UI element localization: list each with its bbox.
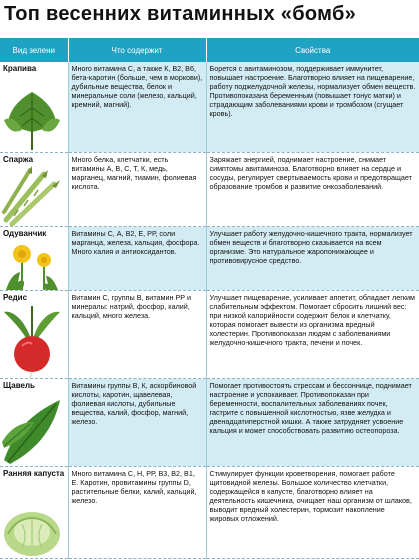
plant-name: Одуванчик — [3, 228, 47, 238]
properties-cell: Улучшает пищеварение, усиливает аппетит, обладает легким слабительным эффектом. Помогает сбросить лишний вес: при низкой калорийности содержит белок и клетчатку, которая помогает вывести из организма вредный холестерин. Противопоказан людям с заболеваниями желудочно-кишечного тракта, печени и почек. — [206, 290, 419, 378]
contains-cell: Витамины группы В, К, аскорбиновой кислоты, каротин, щавелевая, фолиевая кислоты, дубильные вещества, калий, фосфор, магний, железо. — [68, 378, 206, 466]
dandelion-icon — [0, 238, 68, 290]
plant-name: Редис — [3, 292, 28, 302]
plant-name: Ранняя капуста — [3, 468, 65, 478]
header-contains: Что содержит — [68, 38, 206, 62]
plant-cell — [0, 152, 68, 226]
plant-cell — [0, 290, 68, 378]
sorrel-leaf-icon — [0, 392, 68, 466]
asparagus-icon — [0, 166, 68, 226]
properties-cell: Улучшает работу желудочно-кишечного тракта, нормализует обмен веществ и благотворно сказывается на всем организме. Это натуральное жаропонижающее и противовирусное средство. — [206, 226, 419, 290]
contains-cell: Витамин С, группы В, витамин РР и минералы: натрий, фосфор, калий, кальций, много железа. — [68, 290, 206, 378]
plant-cell — [0, 226, 68, 290]
contains-cell: Много витамина С, Н, РР, В3, В2, В1, Е. Каротин, провитамины группы D, растительные белки, калий, кальций, железо. — [68, 466, 206, 558]
contains-cell: Много витамина С, а также К, В2, В6, бета-каротин (больше, чем в моркови), дубильные вещества, белок и минеральные соли (железо, кальций, кремний, магний). — [68, 62, 206, 152]
vitamin-table — [0, 38, 419, 559]
nettle-leaf-icon — [0, 86, 68, 152]
plant-name: Щавель — [3, 380, 35, 390]
radish-icon — [0, 302, 68, 378]
table-row — [0, 62, 419, 152]
properties-cell: Заряжает энергией, поднимает настроение, снимает симптомы авитаминоза. Благотворно влияет на сердце и сосуды, регулирует свертываемость крови и предотвращает образование тромбов и развитие онкозаболеваний. — [206, 152, 419, 226]
table-row — [0, 378, 419, 466]
table-row — [0, 152, 419, 226]
header-properties: Свойства — [206, 38, 419, 62]
header-type: Вид зелени — [0, 38, 68, 62]
contains-cell: Витамины С, А, В2, Е, РР, соли марганца, железа, кальция, фосфора. Много калия и антиоксидантов. — [68, 226, 206, 290]
table-row — [0, 466, 419, 558]
properties-cell: Помогает противостоять стрессам и бессоннице, поднимает настроение и успокаивает. Противопоказан при беременности, воспалительных заболеваниях почек, гастрите с повышенной кислотностью, язве желудка и двенадцатиперстной кишки. А также затрудняет усвоение кальция и может способствовать развитию остеопороза. — [206, 378, 419, 466]
plant-cell — [0, 466, 68, 558]
table-row — [0, 290, 419, 378]
table-header — [0, 38, 419, 62]
table-row — [0, 226, 419, 290]
contains-cell: Много белка, клетчатки, есть витамины А, В, С, Т, К, медь, марганец, магний, тиамин, фолиевая кислота. — [68, 152, 206, 226]
plant-cell — [0, 62, 68, 152]
plant-name: Крапива — [3, 64, 37, 73]
properties-cell: Борется с авитаминозом, поддерживает иммунитет, повышает настроение. Благотворно влияет на пищеварение, работу поджелудочной железы, нормализует обмен веществ. Противопоказана беременным (повышает тонус матки) и страдающим заболеваниями крови и тромбозом (сгущает кровь). — [206, 62, 419, 152]
page-title: Топ весенних витаминных «бомб» — [4, 3, 357, 25]
cabbage-icon — [0, 502, 68, 558]
plant-cell — [0, 378, 68, 466]
plant-name: Спаржа — [3, 154, 34, 164]
properties-cell: Стимулирует функции кроветворения, помогает работе щитовидной железы. Большое количество клетчатки, содержащейся в капусте, благотворно влияет на деятельность кишечника, очищает наш организм от шлаков, выводит вредный холестерин, тормозит накопление жировых отложений. — [206, 466, 419, 558]
